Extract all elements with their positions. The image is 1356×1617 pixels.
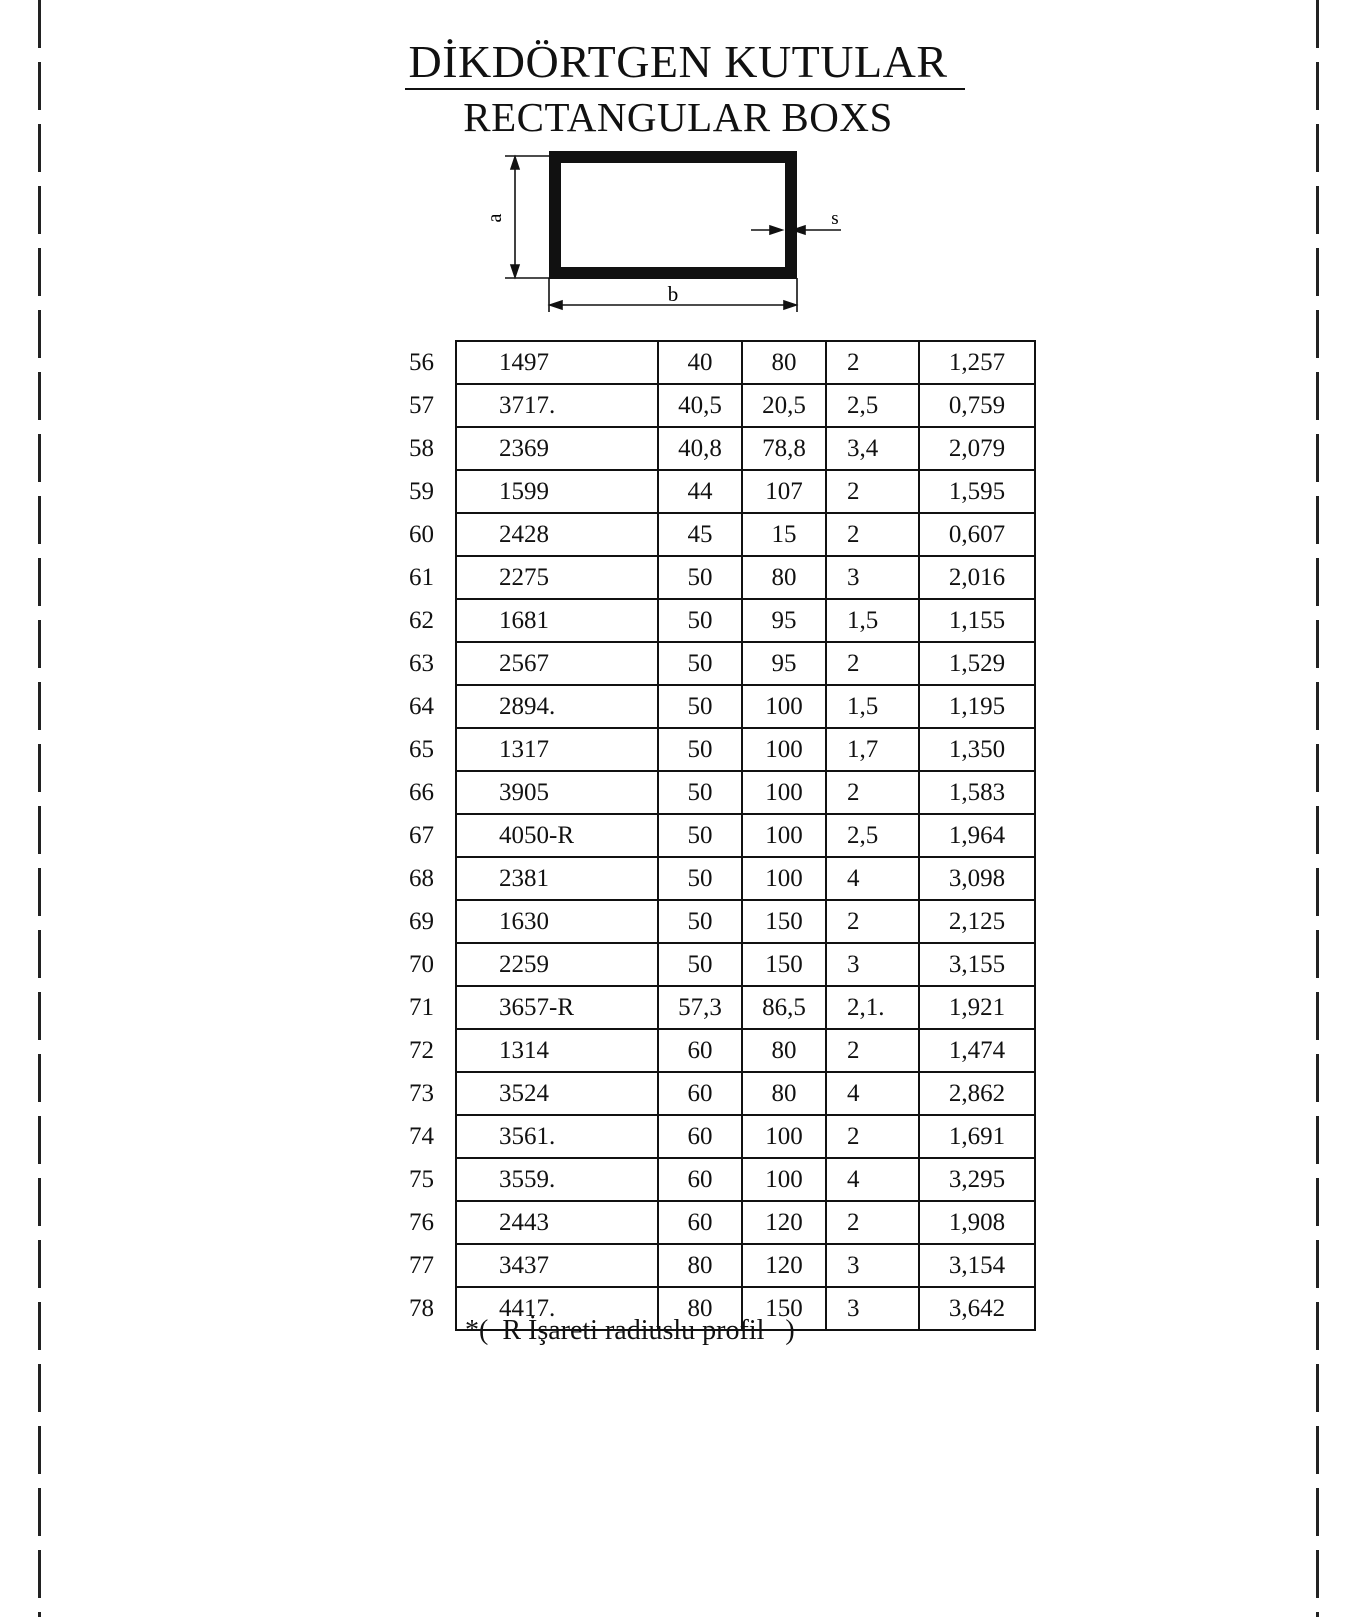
thickness-s-cell: 2,5	[826, 814, 919, 857]
dimension-a-cell: 50	[658, 943, 742, 986]
dimension-b-cell: 100	[742, 814, 826, 857]
thickness-s-cell: 2	[826, 513, 919, 556]
profile-code-cell: 3717.	[456, 384, 658, 427]
dimension-a-cell: 50	[658, 814, 742, 857]
weight-cell: 3,642	[919, 1287, 1035, 1330]
dimension-b-cell: 150	[742, 1287, 826, 1330]
row-number: 74	[409, 1122, 434, 1150]
weight-cell: 2,125	[919, 900, 1035, 943]
row-number: 60	[409, 520, 434, 548]
dimension-a-cell: 60	[658, 1158, 742, 1201]
row-number: 57	[409, 391, 434, 419]
table-row	[405, 513, 1035, 556]
dimension-a-cell: 60	[658, 1201, 742, 1244]
dimension-b-cell: 100	[742, 857, 826, 900]
weight-cell: 1,595	[919, 470, 1035, 513]
dimension-b-cell: 80	[742, 341, 826, 384]
dimension-a-cell: 40,5	[658, 384, 742, 427]
weight-cell: 1,908	[919, 1201, 1035, 1244]
weight-cell: 1,257	[919, 341, 1035, 384]
row-number: 73	[409, 1079, 434, 1107]
row-number: 63	[409, 649, 434, 677]
profile-code-cell: 1630	[456, 900, 658, 943]
dimension-b-cell: 95	[742, 642, 826, 685]
weight-cell: 1,583	[919, 771, 1035, 814]
dimension-b-cell: 100	[742, 728, 826, 771]
dimension-b-cell: 100	[742, 685, 826, 728]
profile-code-cell: 1314	[456, 1029, 658, 1072]
dimension-b-cell: 80	[742, 1072, 826, 1115]
thickness-s-cell: 2	[826, 771, 919, 814]
label-b: b	[667, 282, 679, 306]
profile-code-cell: 3657-R	[456, 986, 658, 1029]
right-margin-dashed-line	[1316, 0, 1319, 1617]
dimension-b-cell: 80	[742, 556, 826, 599]
row-number: 61	[409, 563, 434, 591]
weight-cell: 3,154	[919, 1244, 1035, 1287]
thickness-s-cell: 2	[826, 470, 919, 513]
dimension-a-cell: 60	[658, 1029, 742, 1072]
title-underline	[405, 88, 965, 90]
dimension-a-cell: 40	[658, 341, 742, 384]
table-row	[405, 556, 1035, 599]
dimension-b-cell: 86,5	[742, 986, 826, 1029]
profile-code-cell: 3524	[456, 1072, 658, 1115]
dimension-a-cell: 57,3	[658, 986, 742, 1029]
row-number: 78	[409, 1294, 434, 1322]
left-margin-dashed-line	[38, 0, 41, 1617]
profile-code-cell: 4417.	[456, 1287, 658, 1330]
dimension-a-cell: 44	[658, 470, 742, 513]
row-number: 69	[409, 907, 434, 935]
thickness-s-cell: 2	[826, 1201, 919, 1244]
thickness-s-cell: 2	[826, 341, 919, 384]
profile-code-cell: 2369	[456, 427, 658, 470]
dimension-b-cell: 78,8	[742, 427, 826, 470]
row-number: 56	[409, 348, 434, 376]
profile-code-cell: 2443	[456, 1201, 658, 1244]
dimension-a-cell: 50	[658, 771, 742, 814]
dimension-a-cell: 45	[658, 513, 742, 556]
thickness-s-cell: 3	[826, 556, 919, 599]
thickness-s-cell: 2,5	[826, 384, 919, 427]
dimension-a-cell: 80	[658, 1287, 742, 1330]
profile-code-cell: 3905	[456, 771, 658, 814]
dimension-a-cell: 60	[658, 1072, 742, 1115]
table-row	[405, 900, 1035, 943]
footnote: *( R İşareti radiuslu profil )	[465, 1315, 795, 1346]
thickness-s-cell: 3,4	[826, 427, 919, 470]
row-number: 71	[409, 993, 434, 1021]
weight-cell: 2,016	[919, 556, 1035, 599]
table-row	[405, 685, 1035, 728]
thickness-s-cell: 3	[826, 1244, 919, 1287]
page-title-turkish: DİKDÖRTGEN KUTULAR	[408, 36, 948, 87]
label-a: a	[484, 213, 506, 223]
table-row	[405, 1072, 1035, 1115]
dimension-a-cell: 50	[658, 857, 742, 900]
thickness-s-cell: 4	[826, 857, 919, 900]
dimension-b-cell: 120	[742, 1244, 826, 1287]
profile-code-cell: 3559.	[456, 1158, 658, 1201]
thickness-s-cell: 3	[826, 1287, 919, 1330]
profile-code-cell: 2259	[456, 943, 658, 986]
box-profile-outline	[555, 157, 791, 273]
table-row	[405, 943, 1035, 986]
dimension-b-cell: 100	[742, 1158, 826, 1201]
weight-cell: 1,350	[919, 728, 1035, 771]
table-row	[405, 470, 1035, 513]
row-number: 62	[409, 606, 434, 634]
weight-cell: 3,155	[919, 943, 1035, 986]
row-number: 58	[409, 434, 434, 462]
table-row	[405, 1029, 1035, 1072]
profile-code-cell: 1599	[456, 470, 658, 513]
table-row	[405, 1115, 1035, 1158]
table-row	[405, 427, 1035, 470]
weight-cell: 0,607	[919, 513, 1035, 556]
dimension-b-cell: 95	[742, 599, 826, 642]
weight-cell: 1,964	[919, 814, 1035, 857]
dimension-a-cell: 50	[658, 685, 742, 728]
profile-code-cell: 2381	[456, 857, 658, 900]
row-number: 76	[409, 1208, 434, 1236]
table-row	[405, 599, 1035, 642]
table-row	[405, 814, 1035, 857]
dimension-b-cell: 100	[742, 771, 826, 814]
profile-code-cell: 2567	[456, 642, 658, 685]
table-row	[405, 642, 1035, 685]
weight-cell: 1,529	[919, 642, 1035, 685]
thickness-s-cell: 2	[826, 642, 919, 685]
thickness-s-cell: 2,1.	[826, 986, 919, 1029]
weight-cell: 1,195	[919, 685, 1035, 728]
profile-code-cell: 4050-R	[456, 814, 658, 857]
thickness-s-cell: 4	[826, 1072, 919, 1115]
table-row	[405, 384, 1035, 427]
thickness-s-cell: 4	[826, 1158, 919, 1201]
row-number: 65	[409, 735, 434, 763]
dimension-a-cell: 50	[658, 556, 742, 599]
dimension-a-cell: 40,8	[658, 427, 742, 470]
dimension-a-cell: 50	[658, 642, 742, 685]
weight-cell: 2,862	[919, 1072, 1035, 1115]
page-title-english: RECTANGULAR BOXS	[463, 94, 893, 140]
row-number: 70	[409, 950, 434, 978]
profile-code-cell: 2275	[456, 556, 658, 599]
dimension-b-cell: 100	[742, 1115, 826, 1158]
table-row	[405, 728, 1035, 771]
table-row	[405, 1158, 1035, 1201]
thickness-s-cell: 1,5	[826, 599, 919, 642]
table-row	[405, 1244, 1035, 1287]
dimension-b-cell: 107	[742, 470, 826, 513]
dimension-b-cell: 15	[742, 513, 826, 556]
table-row	[405, 341, 1035, 384]
weight-cell: 1,474	[919, 1029, 1035, 1072]
profile-code-cell: 1317	[456, 728, 658, 771]
profile-code-cell: 2428	[456, 513, 658, 556]
profile-code-cell: 3437	[456, 1244, 658, 1287]
dimension-b-cell: 150	[742, 943, 826, 986]
profile-size-table	[405, 340, 1036, 1331]
thickness-s-cell: 2	[826, 900, 919, 943]
thickness-s-cell: 2	[826, 1029, 919, 1072]
profile-code-cell: 1497	[456, 341, 658, 384]
row-number: 68	[409, 864, 434, 892]
row-number: 75	[409, 1165, 434, 1193]
weight-cell: 3,295	[919, 1158, 1035, 1201]
dimension-a	[505, 156, 549, 278]
dimension-a-cell: 80	[658, 1244, 742, 1287]
weight-cell: 2,079	[919, 427, 1035, 470]
rectangular-box-diagram	[484, 152, 855, 322]
weight-cell: 0,759	[919, 384, 1035, 427]
dimension-b-cell: 120	[742, 1201, 826, 1244]
row-number: 67	[409, 821, 434, 849]
weight-cell: 1,691	[919, 1115, 1035, 1158]
thickness-s-cell: 3	[826, 943, 919, 986]
row-number: 59	[409, 477, 434, 505]
table-row	[405, 771, 1035, 814]
row-number: 77	[409, 1251, 434, 1279]
weight-cell: 1,155	[919, 599, 1035, 642]
weight-cell: 3,098	[919, 857, 1035, 900]
table-row	[405, 1201, 1035, 1244]
table-row	[405, 857, 1035, 900]
thickness-s-cell: 1,7	[826, 728, 919, 771]
dimension-a-cell: 50	[658, 728, 742, 771]
profile-code-cell: 2894.	[456, 685, 658, 728]
dimension-a-cell: 60	[658, 1115, 742, 1158]
profile-code-cell: 1681	[456, 599, 658, 642]
thickness-s-cell: 1,5	[826, 685, 919, 728]
profile-code-cell: 3561.	[456, 1115, 658, 1158]
dimension-b-cell: 150	[742, 900, 826, 943]
row-number: 64	[409, 692, 434, 720]
row-number: 72	[409, 1036, 434, 1064]
dimension-a-cell: 50	[658, 900, 742, 943]
thickness-s-cell: 2	[826, 1115, 919, 1158]
row-number: 66	[409, 778, 434, 806]
dimension-a-cell: 50	[658, 599, 742, 642]
label-s: s	[831, 208, 839, 229]
dimension-b-cell: 80	[742, 1029, 826, 1072]
dimension-b-cell: 20,5	[742, 384, 826, 427]
table-row	[405, 986, 1035, 1029]
weight-cell: 1,921	[919, 986, 1035, 1029]
